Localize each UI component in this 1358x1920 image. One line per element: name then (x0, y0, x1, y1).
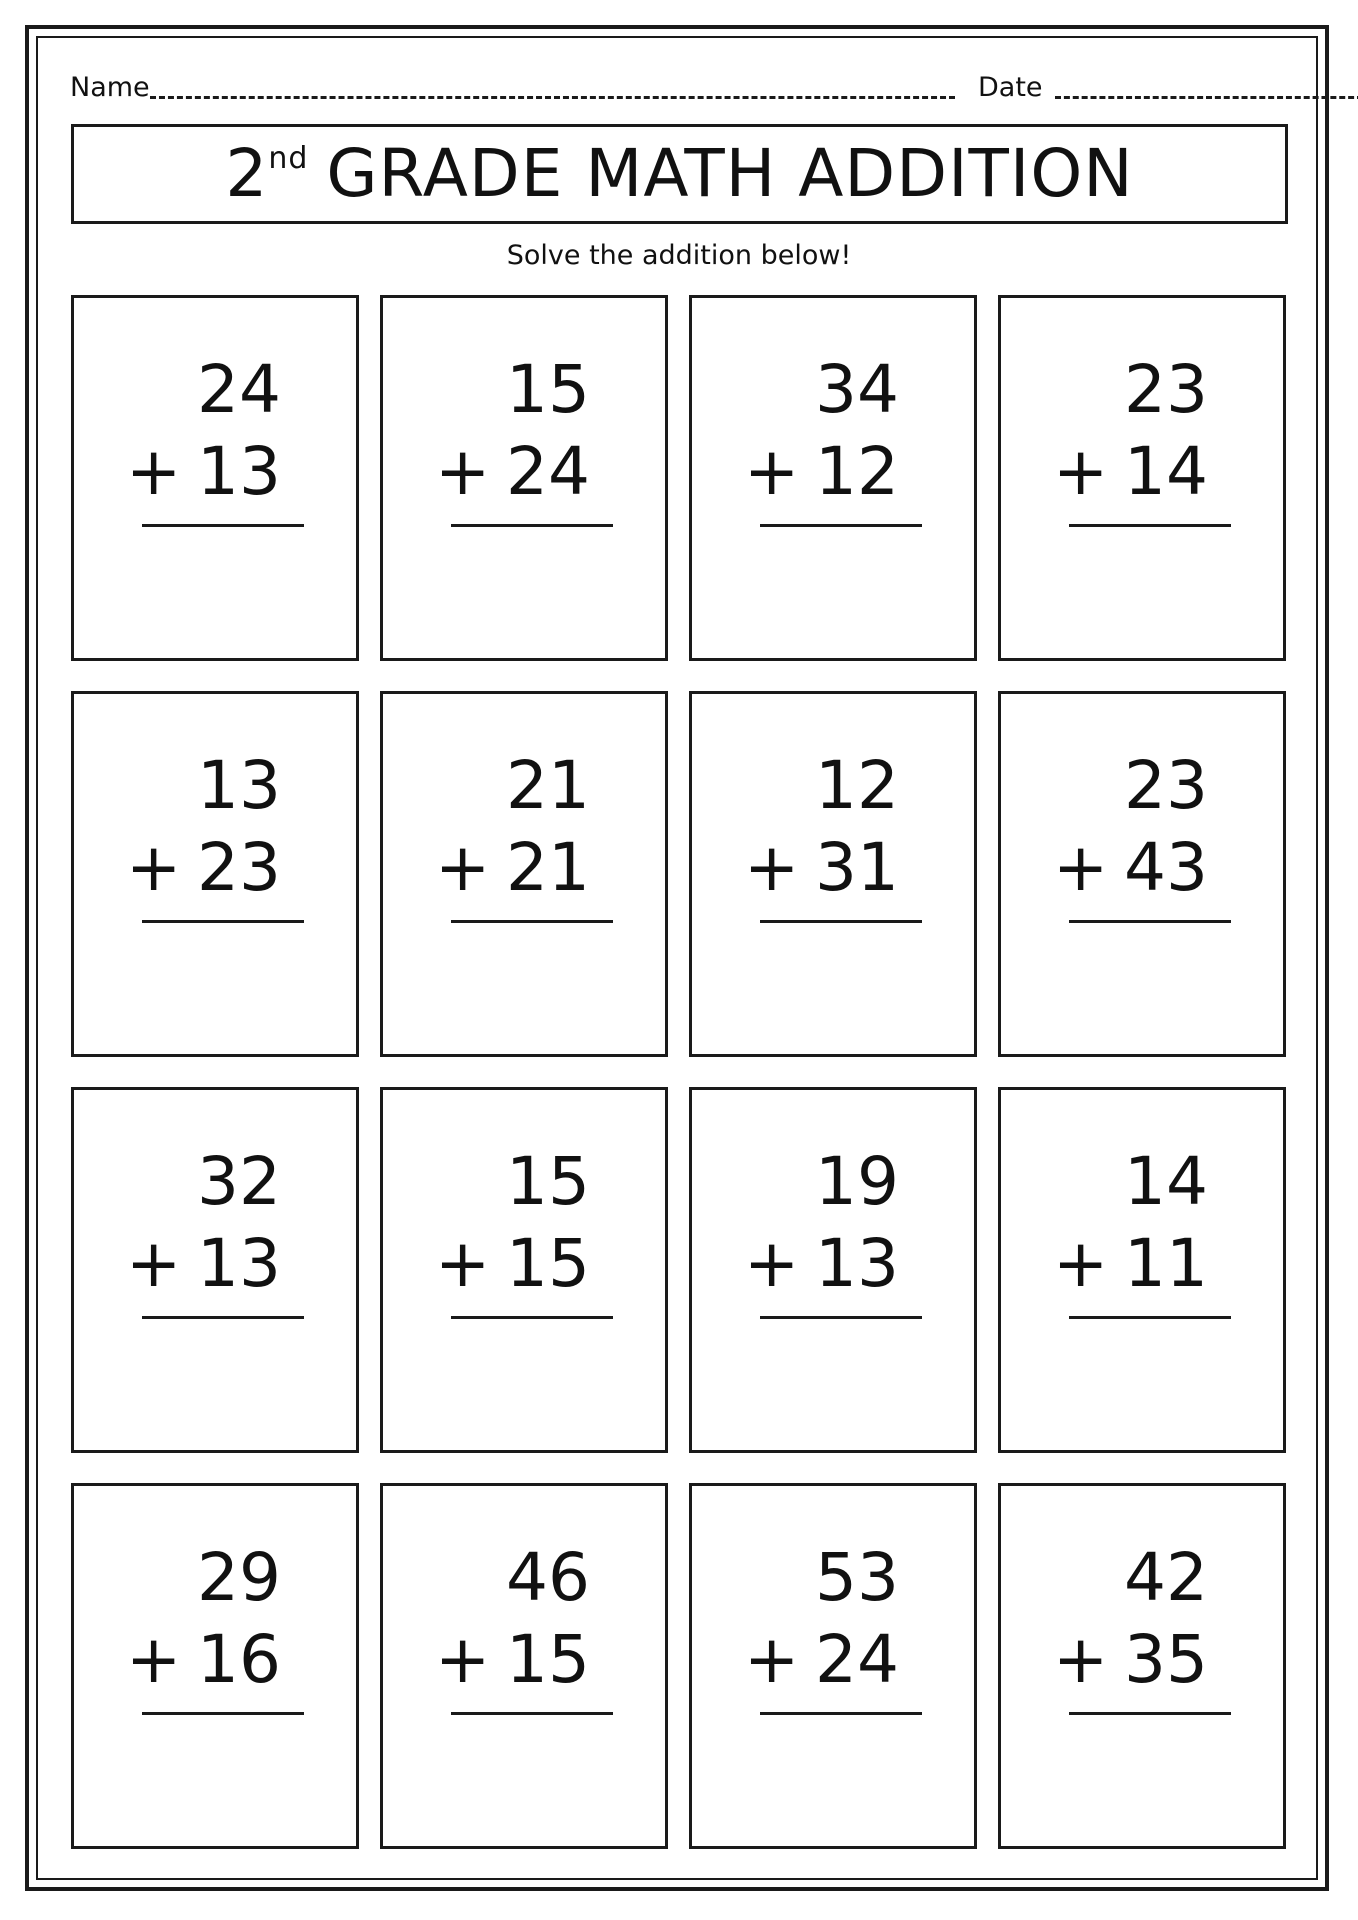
answer-line[interactable] (451, 1712, 613, 1715)
top-addend: 34 (815, 351, 899, 428)
top-addend: 29 (197, 1539, 281, 1616)
answer-line[interactable] (760, 1712, 922, 1715)
bottom-addend: 15 (506, 1225, 590, 1302)
top-addend: 24 (197, 351, 281, 428)
answer-line[interactable] (1069, 920, 1231, 923)
answer-line[interactable] (451, 1316, 613, 1319)
bottom-addend: 14 (1124, 433, 1208, 510)
problem-grid (71, 295, 1289, 1885)
top-addend: 15 (506, 1143, 590, 1220)
top-addend: 53 (815, 1539, 899, 1616)
problem-card (689, 1087, 977, 1453)
name-label: Name (70, 72, 150, 103)
bottom-addend: 13 (197, 1225, 281, 1302)
bottom-addend: 13 (197, 433, 281, 510)
answer-line[interactable] (451, 524, 613, 527)
date-field-line[interactable] (1055, 96, 1358, 99)
bottom-addend: 24 (506, 433, 590, 510)
problem-card (998, 1483, 1286, 1849)
bottom-addend: 31 (815, 829, 899, 906)
date-label: Date (978, 72, 1043, 103)
problem-card (380, 691, 668, 1057)
plus-sign: + (1053, 829, 1109, 906)
plus-sign: + (744, 1225, 800, 1302)
answer-line[interactable] (142, 920, 304, 923)
top-addend: 21 (506, 747, 590, 824)
answer-line[interactable] (760, 1316, 922, 1319)
problem-card (71, 295, 359, 661)
bottom-addend: 15 (506, 1621, 590, 1698)
plus-sign: + (1053, 1225, 1109, 1302)
answer-line[interactable] (451, 920, 613, 923)
answer-line[interactable] (142, 1712, 304, 1715)
plus-sign: + (744, 1621, 800, 1698)
top-addend: 14 (1124, 1143, 1208, 1220)
problem-card (998, 1087, 1286, 1453)
plus-sign: + (744, 829, 800, 906)
plus-sign: + (126, 1225, 182, 1302)
problem-card (689, 1483, 977, 1849)
answer-line[interactable] (1069, 524, 1231, 527)
top-addend: 12 (815, 747, 899, 824)
problem-card (998, 295, 1286, 661)
bottom-addend: 35 (1124, 1621, 1208, 1698)
plus-sign: + (435, 1621, 491, 1698)
problem-card (380, 1483, 668, 1849)
answer-line[interactable] (1069, 1316, 1231, 1319)
plus-sign: + (435, 829, 491, 906)
top-addend: 15 (506, 351, 590, 428)
plus-sign: + (744, 433, 800, 510)
answer-line[interactable] (142, 524, 304, 527)
top-addend: 23 (1124, 747, 1208, 824)
bottom-addend: 21 (506, 829, 590, 906)
top-addend: 32 (197, 1143, 281, 1220)
problem-card (380, 1087, 668, 1453)
top-addend: 23 (1124, 351, 1208, 428)
plus-sign: + (1053, 433, 1109, 510)
answer-line[interactable] (760, 524, 922, 527)
answer-line[interactable] (142, 1316, 304, 1319)
problem-card (71, 1483, 359, 1849)
answer-line[interactable] (1069, 1712, 1231, 1715)
plus-sign: + (126, 1621, 182, 1698)
name-field-line[interactable] (150, 96, 955, 99)
plus-sign: + (435, 433, 491, 510)
problem-card (380, 295, 668, 661)
answer-line[interactable] (760, 920, 922, 923)
problem-card (71, 691, 359, 1057)
top-addend: 13 (197, 747, 281, 824)
top-addend: 46 (506, 1539, 590, 1616)
problem-card (71, 1087, 359, 1453)
plus-sign: + (126, 829, 182, 906)
title-grade-suffix: nd (268, 141, 309, 176)
bottom-addend: 13 (815, 1225, 899, 1302)
top-addend: 19 (815, 1143, 899, 1220)
instruction-text: Solve the addition below! (506, 240, 852, 271)
bottom-addend: 23 (197, 829, 281, 906)
bottom-addend: 24 (815, 1621, 899, 1698)
worksheet-header (70, 68, 1288, 108)
bottom-addend: 11 (1124, 1225, 1208, 1302)
worksheet-title (71, 124, 1288, 224)
top-addend: 42 (1124, 1539, 1208, 1616)
problem-card (998, 691, 1286, 1057)
bottom-addend: 43 (1124, 829, 1208, 906)
problem-card (689, 295, 977, 661)
title-grade-number: 2 (225, 135, 269, 212)
title-text: GRADE MATH ADDITION (326, 135, 1134, 212)
problem-card (689, 691, 977, 1057)
bottom-addend: 12 (815, 433, 899, 510)
plus-sign: + (1053, 1621, 1109, 1698)
bottom-addend: 16 (197, 1621, 281, 1698)
plus-sign: + (126, 433, 182, 510)
plus-sign: + (435, 1225, 491, 1302)
